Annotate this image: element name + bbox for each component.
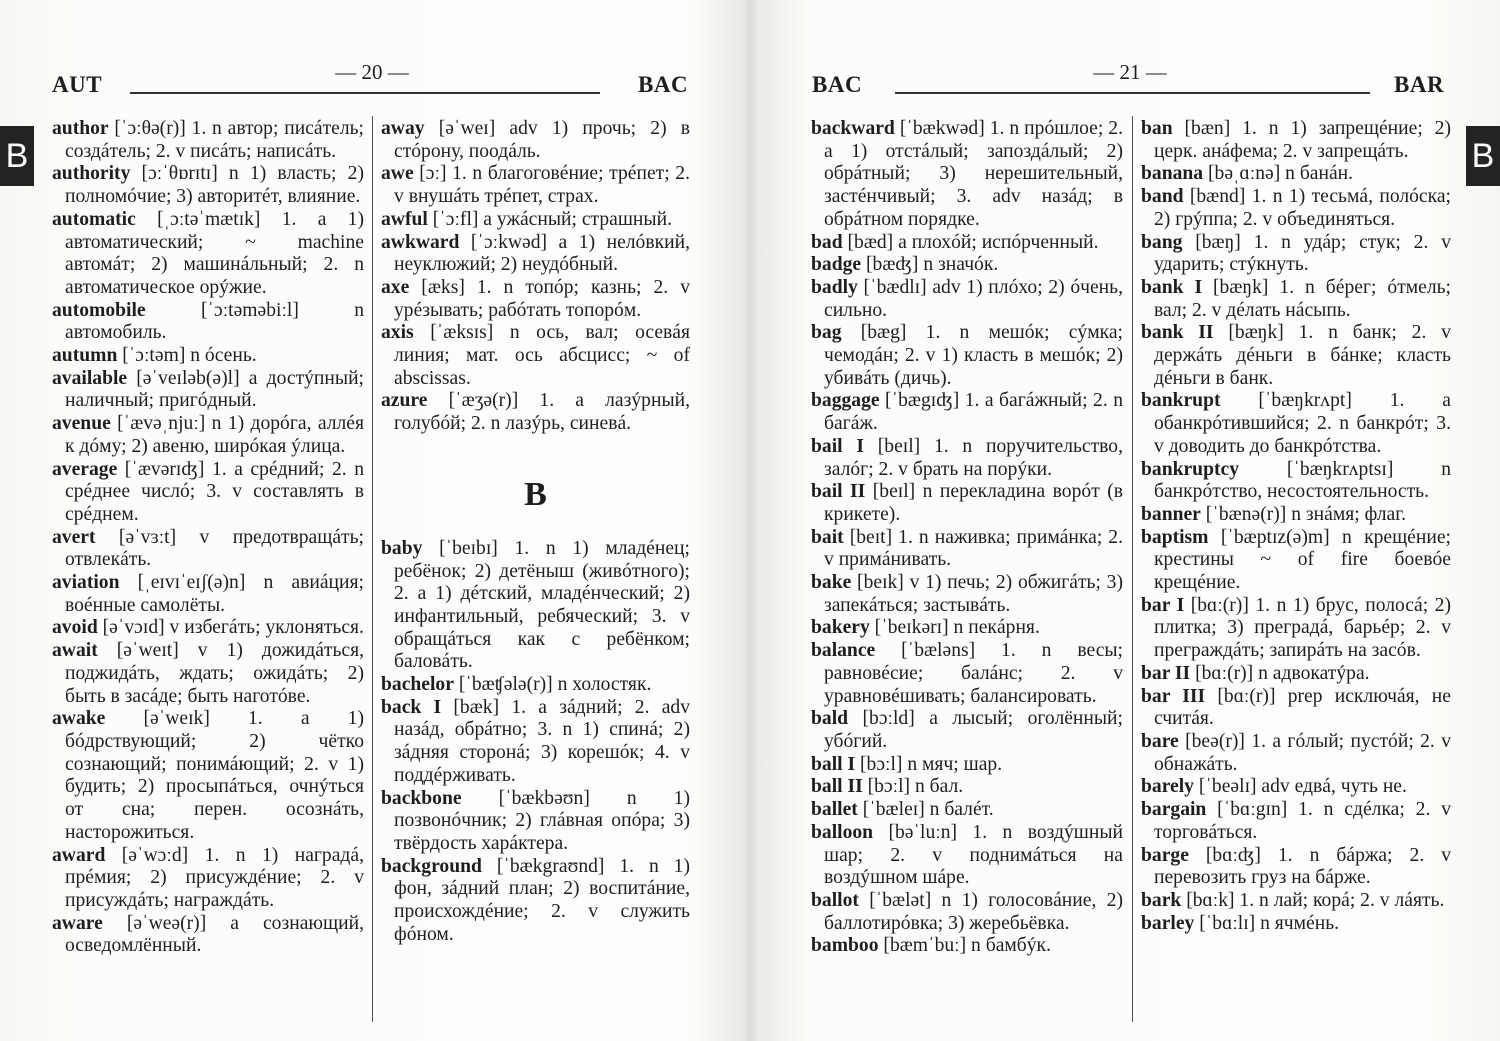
header-rule (130, 92, 600, 94)
dictionary-column (811, 118, 1123, 958)
dictionary-entry: automobile [ˈɔːtəməbiːl] n автомобиль. (52, 299, 364, 344)
dictionary-entry: baggage [ˈbægɪʤ] 1. a багáжный; 2. n багáж. (811, 390, 1123, 435)
dictionary-entry: bail I [beɪl] 1. n поручительство, залóг; 2. v брать на порýки. (811, 435, 1123, 480)
dictionary-entry: bankrupt [ˈbæŋkrʌpt] 1. a обанкрóтившийся; 2. n банкрóт; 3. v доводить до банкрóтства. (1141, 390, 1451, 457)
dictionary-entry: baby [ˈbeɪbɪ] 1. n 1) младéнец; ребёнок; 2) детёныш (живóтного); 2. a 1) дéтский, младéнческий; 2) инфантильный, ребяческий; 3. v обращáться как с ребёнком; баловáть. (381, 537, 690, 673)
dictionary-entry: avenue [ˈævəˌnjuː] n 1) дорóга, аллéя к дóму; 2) авеню, ширóкая ýлица. (52, 413, 364, 457)
dictionary-entry: balloon [bəˈluːn] 1. n воздýшный шар; 2. v поднимáться на воздýшном шáре. (811, 821, 1123, 889)
dictionary-entry: barley [ˈbɑːlɪ] n ячмéнь. (1141, 912, 1340, 934)
dictionary-entry: bait [beɪt] 1. n наживка; примáнка; 2. v примáнивать. (811, 526, 1123, 571)
dictionary-entry: banana [bəˌɑːnə] n банáн. (1141, 163, 1354, 185)
dictionary-entry: autumn [ˈɔːtəm] n óсень. (52, 345, 257, 367)
dictionary-entry: bakery [ˈbeɪkərɪ] n пекáрня. (811, 617, 1040, 639)
dictionary-entry: author [ˈɔːθə(r)] 1. n автор; писáтель; создáтель; 2. v писáть; написáть. (52, 118, 364, 162)
dictionary-entry: background [ˈbækgraʊnd] 1. n 1) фон, зáдний план; 2) воспитáние, происхождéние; 2. v служить фóном. (381, 855, 690, 945)
dictionary-column (1141, 118, 1451, 935)
dictionary-entry: bamboo [bæmˈbuː] n бамбýк. (811, 935, 1051, 957)
dictionary-entry: bargain [ˈbɑːgɪn] 1. n сдéлка; 2. v торговáться. (1141, 799, 1451, 843)
dictionary-entry: bark [bɑːk] 1. n лай; корá; 2. v лáять. (1141, 889, 1445, 911)
dictionary-entry: bar II [bɑː(r)] n адвокатýра. (1141, 662, 1370, 684)
dictionary-entry: avoid [əˈvɔɪd] v избегáть; уклоняться. (52, 617, 364, 639)
letter-tab: B (1466, 126, 1500, 186)
dictionary-entry: badly [ˈbædlɪ] adv 1) плóхо; 2) óчень, сильно. (811, 276, 1123, 321)
guide-word-right: BAR (1394, 72, 1445, 97)
dictionary-entry: bank I [bæŋk] 1. n бéрег; óтмель; вал; 2. v дéлать нáсыпь. (1141, 276, 1452, 321)
dictionary-entry: bachelor [ˈbæʧələ(r)] n холостяк. (381, 674, 652, 696)
dictionary-column (52, 118, 364, 958)
dictionary-entry: ban [bæn] 1. n 1) запрещéние; 2) церк. анáфема; 2. v запрещáть. (1141, 118, 1451, 162)
dictionary-entry: awe [ɔː] 1. n благоговéние; трéпет; 2. v внушáть трéпет, страх. (381, 163, 690, 208)
dictionary-entry: bag [bæg] 1. n мешóк; сýмка; чемодáн; 2. v 1) класть в мешóк; 2) убивáть (дичь). (811, 322, 1123, 389)
dictionary-entry: axis [ˈæksɪs] n ось, вал; осевáя линия; мат. ось абсцисс; ~ of abscissas. (381, 322, 690, 389)
dictionary-entry: axe [æks] 1. n топóр; казнь; 2. v урéзывать; рабóтать топорóм. (381, 276, 690, 321)
dictionary-entry: ballet [ˈbæleɪ] n балéт. (811, 799, 994, 821)
dictionary-entry: azure [ˈæʒə(r)] 1. a лазýрный, голубóй; 2. n лазýрь, синевá. (381, 390, 690, 435)
column-divider (372, 116, 373, 1022)
dictionary-entry: barge [bɑːʤ] 1. n бáржа; 2. v перевозить груз на бáрже. (1141, 844, 1451, 889)
dictionary-entry: award [əˈwɔːd] 1. n 1) наградá, прéмия; 2) присуждéние; 2. v присуждáть; награждáть. (52, 844, 364, 911)
header-rule (895, 92, 1370, 94)
dictionary-entry: away [əˈweɪ] adv 1) прочь; 2) в стóрону, поодáль. (381, 118, 690, 162)
dictionary-entry: bank II [bæŋk] 1. n банк; 2. v держáть дéньги в бáнке; класть дéньги в банк. (1141, 322, 1451, 389)
letter-tab: B (0, 126, 34, 186)
dictionary-entry: backward [ˈbækwəd] 1. n прóшлое; 2. a 1) отстáлый; запоздáлый; 2) обрáтный; 3) нерешительный, застéнчивый; 3. adv назáд; в обрáтном порядке. (811, 118, 1123, 230)
dictionary-entry: badge [bæʤ] n значóк. (811, 254, 999, 276)
guide-word-left: AUT (52, 72, 103, 97)
dictionary-entry: ball I [bɔːl] n мяч; шар. (811, 753, 1003, 775)
dictionary-entry: available [əˈveɪləb(ə)l] a достýпный; наличный; пригóдный. (52, 367, 364, 412)
dictionary-entry: bankruptcy [ˈbæŋkrʌptsɪ] n банкрóтство, несостоятельность. (1141, 458, 1451, 503)
dictionary-entry: ball II [bɔːl] n бал. (811, 776, 964, 798)
dictionary-entry: banner [ˈbænə(r)] n знáмя; флаг. (1141, 503, 1406, 525)
dictionary-entry: barely [ˈbeəlɪ] adv едвá, чуть не. (1141, 776, 1407, 798)
dictionary-entry: balance [ˈbæləns] 1. n весы; равновéсие; балáнс; 2. v уравновéшивать; балансировать. (811, 640, 1123, 707)
page-number: — 20 — (335, 60, 409, 84)
dictionary-entry: back I [bæk] 1. a зáдний; 2. adv назáд, обрáтно; 3. n 1) спинá; 2) зáдняя сторонá; 3) корешóк; 4. v поддéрживать. (381, 696, 690, 786)
dictionary-entry: aviation [ˌeɪvɪˈeɪʃ(ə)n] n авиáция; воéнные самолёты. (52, 572, 364, 616)
section-letter: B (524, 475, 547, 513)
dictionary-entry: band [bænd] 1. n 1) тесьмá, полóска; 2) грýппа; 2. v объединяться. (1141, 186, 1451, 230)
dictionary-entry: backbone [ˈbækbəʊn] n 1) позвонóчник; 2) глáвная опóра; 3) твёрдость харáктера. (381, 787, 690, 854)
dictionary-entry: avert [əˈvɜːt] v предотвращáть; отвлекáть. (52, 526, 364, 571)
guide-word-right: BAC (638, 72, 689, 97)
dictionary-entry: automatic [ˌɔːtəˈmætɪk] 1. a 1) автоматический; ~ machine автомáт; 2) машинáльный; 2. n автоматическое орýжие. (52, 208, 364, 298)
dictionary-entry: bail II [beɪl] n перекладина ворóт (в крикете). (811, 481, 1123, 525)
dictionary-entry: await [əˈweɪt] v 1) дожидáться, поджидáть, ждать; ожидáть; 2) быть в засáде; быть наготóве. (52, 640, 364, 707)
dictionary-entry: average [ˈævərɪʤ] 1. a срéдний; 2. n срéднее числó; 3. v составлять в срéднем. (52, 458, 364, 525)
right-page (750, 0, 1500, 1041)
dictionary-entry: ballot [ˈbælət] n 1) голосовáние, 2) баллотирóвка; 3) жеребьёвка. (811, 889, 1123, 934)
guide-word-left: BAC (812, 72, 863, 97)
dictionary-entry: bar I [bɑː(r)] 1. n 1) брус, полосá; 2) плитка; 3) преградá, барьéр; 2. v преграждáть; запирáть на засóв. (1141, 594, 1451, 662)
dictionary-entry: aware [əˈweə(r)] a сознающий, осведомлённый. (52, 912, 364, 957)
dictionary-entry: bad [bæd] a плохóй; испóрченный. (811, 231, 1099, 253)
dictionary-entry: awful [ˈɔːfl] a ужáсный; страшный. (381, 208, 672, 230)
dictionary-entry: bang [bæŋ] 1. n удáр; стук; 2. v ударить; стýкнуть. (1141, 231, 1451, 276)
column-divider (1132, 116, 1133, 1022)
dictionary-column (381, 118, 690, 947)
dictionary-entry: awake [əˈweɪk] 1. a 1) бóдрствующий; 2) чётко сознающий; понимáющий; 2. v 1) будить; 2) просыпáться, очнýться от сна; перен. осознáть, насторожиться. (52, 708, 364, 843)
dictionary-entry: bake [beɪk] v 1) печь; 2) обжигáть; 3) запекáться; застывáть. (811, 572, 1123, 616)
dictionary-entry: bald [bɔːld] a лысый; оголённый; убóгий. (811, 708, 1123, 752)
dictionary-entry: authority [ɔːˈθɒrɪtɪ] n 1) власть; 2) полномóчие; 3) авторитéт, влияние. (52, 163, 364, 208)
dictionary-entry: awkward [ˈɔːkwəd] a 1) нелóвкий, неуклюжий; 2) неудóбный. (381, 231, 690, 276)
page-number: — 21 — (1093, 60, 1167, 84)
dictionary-entry: baptism [ˈbæptɪz(ə)m] n крещéние; крестины ~ of fire боевóе крещéние. (1141, 526, 1451, 594)
dictionary-entry: bar III [bɑː(r)] prep исключáя, не считáя. (1141, 685, 1451, 730)
dictionary-entry: bare [beə(r)] 1. a гóлый; пустóй; 2. v обнажáть. (1141, 730, 1451, 775)
